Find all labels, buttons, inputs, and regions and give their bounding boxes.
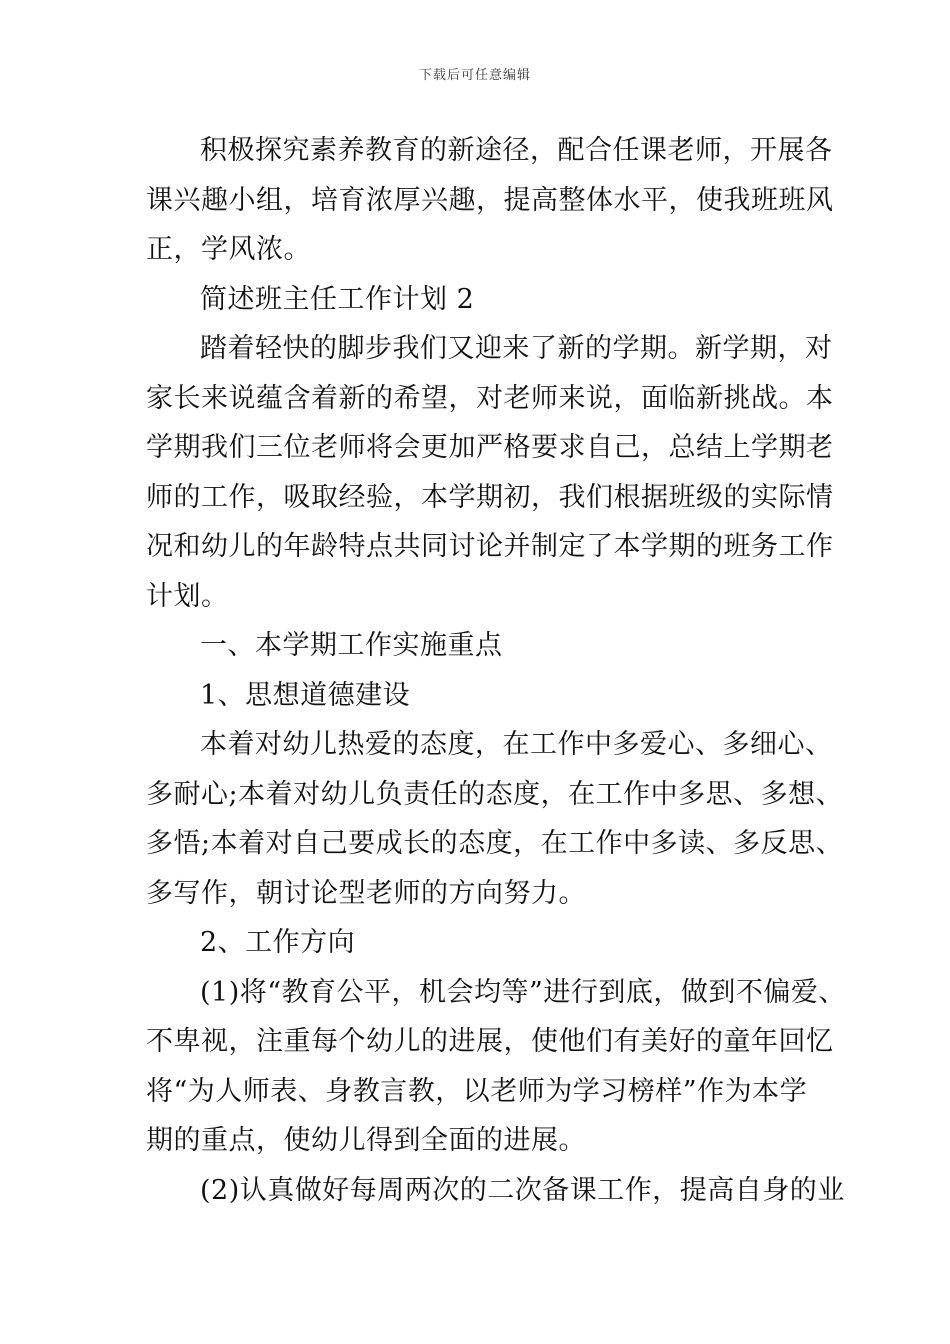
text-line: 师的工作，吸取经验，本学期初，我们根据班级的实际情	[146, 481, 834, 513]
text-line: 正，学风浓。	[146, 234, 311, 265]
subsection-heading: 2、工作方向	[200, 927, 356, 958]
text-line: 多耐心;本着对幼儿负责任的态度，在工作中多思、多想、	[146, 778, 844, 810]
section-heading: 一、本学期工作实施重点	[200, 630, 503, 661]
text-line: 期的重点，使幼儿得到全面的进展。	[146, 1125, 586, 1156]
text-line: 多写作，朝讨论型老师的方向努力。	[146, 877, 586, 909]
text-line: 多悟;本着对自己要成长的态度，在工作中多读、多反思、	[146, 828, 844, 859]
text-line: 本着对幼儿热爱的态度，在工作中多爱心、多细心、	[200, 729, 833, 760]
section-title: 简述班主任工作计划 2	[200, 283, 475, 315]
text-line: (1)将“教育公平，机会均等”进行到底，做到不偏爱、	[200, 976, 846, 1008]
document-body	[146, 126, 846, 1215]
subsection-heading: 1、思想道德建设	[200, 679, 411, 711]
text-line: 将“为人师表、身教言教，以老师为学习榜样”作为本学	[146, 1075, 808, 1107]
text-line: 不卑视，注重每个幼儿的进展，使他们有美好的童年回忆	[146, 1026, 834, 1057]
text-line: 家长来说蕴含着新的希望，对老师来说，面临新挑战。本	[146, 382, 834, 414]
text-line: 计划。	[146, 580, 229, 612]
text-line: 积极探究素养教育的新途径，配合任课老师，开展各	[200, 135, 833, 166]
text-line: 踏着轻快的脚步我们又迎来了新的学期。新学期，对	[200, 333, 833, 364]
text-line: 学期我们三位老师将会更加严格要求自己，总结上学期老	[146, 432, 834, 463]
text-line: 课兴趣小组，培育浓厚兴趣，提高整体水平，使我班班风	[146, 184, 834, 216]
page-header: 下载后可任意编辑	[418, 68, 531, 83]
text-line: (2)认真做好每周两次的二次备课工作，提高自身的业	[200, 1174, 845, 1206]
text-line: 况和幼儿的年龄特点共同讨论并制定了本学期的班务工作	[146, 531, 834, 562]
